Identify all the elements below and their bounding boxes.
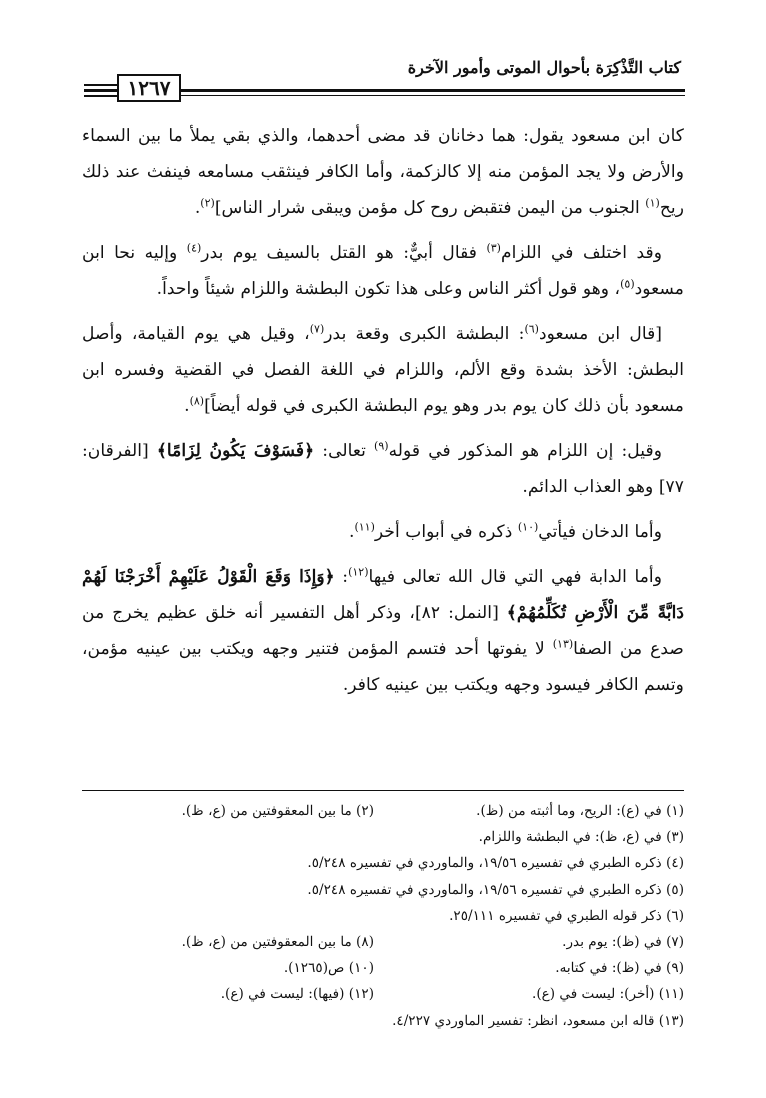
footnote-ref: (١) [645,196,660,210]
footnote-ref: (٣) [486,241,501,255]
text-run: ، وهو قول أكثر الناس وعلى هذا تكون البطشة واللزام شيئاً واحداً. [156,279,621,299]
footnote-row [82,850,684,876]
footnote: (٦) ذكر قوله الطبري في تفسيره ٢٥/١١١. [449,907,684,924]
text-run: وقيل: إن اللزام هو المذكور في قوله [388,441,662,461]
footnote: (٧) في (ظ): يوم بدر. [562,934,684,951]
footnote-ref: (١٣) [552,637,574,651]
text-run: وإليه نحا ابن مسعود [82,243,684,299]
text-run: كان ابن مسعود يقول: هما دخانان قد مضى أحدهما، والذي بقي يملأ ما بين السماء والأرض ولا يجد المؤمن منه إلا كالزكمة، وأما الكافر فينثقب مسامعه فينفث عند ذلك ريح [82,126,684,218]
paragraph [82,235,684,307]
paragraph [82,514,684,550]
text-run: ذكره في أبواب أخر [374,522,518,542]
footnote-row [82,798,684,824]
text-run: وقد اختلف في اللزام [500,243,662,263]
text-run: . [348,522,355,542]
footnote-row [82,981,684,1007]
footnote-separator [82,790,684,791]
footnote-row [82,955,684,981]
footnote: (٨) ما بين المعقوفتين من (ع، ظ). [181,934,374,951]
text-run: . [194,198,201,218]
header-rule [178,89,685,92]
paragraph [82,559,684,703]
text-run: وأما الدخان فيأتي [538,522,662,542]
footnote-ref: (٢) [200,196,215,210]
footnote: (٩) في (ظ): في كتابه. [555,960,684,977]
quran-verse: ﴿فَسَوْفَ يَكُونُ لِزَامًا﴾ [156,441,315,461]
footnote-ref: (٥) [620,277,635,291]
header-rule [84,84,117,86]
text-run: [الفرقان: ٧٧] وهو العذاب الدائم. [82,441,684,497]
footnotes [82,798,684,1034]
footnote-row [82,1008,684,1034]
header-rule [84,89,117,92]
header-rule [178,95,685,96]
text-run: ، وقيل هي يوم القيامة، وأصل البطش: الأخذ بشدة وقع الألم، واللزام في اللغة الفصل في القضية وفسره ابن مسعود بأن ذلك كان يوم بدر وهو يوم البطشة الكبرى في قوله أيضاً] [82,324,684,416]
footnote-ref: (٧) [309,322,325,336]
footnote-ref: (٩) [374,439,389,453]
text-run: . [184,396,190,416]
footnote-row [82,903,684,929]
quran-verse: ﴿وَإِذَا وَقَعَ الْقَوْلُ عَلَيْهِمْ أَخْرَجْنَا لَهُمْ دَابَّةً مِّنَ الْأَرْضِ تُكَلِّمُهُمْ﴾ [82,567,684,623]
footnote-ref: (١١) [354,520,375,534]
text-run: الجنوب من اليمن فتقبض روح كل مؤمن ويبقى شرار الناس] [214,198,646,218]
text-run: : [334,567,349,587]
footnote-ref: (٦) [524,322,539,336]
footnote: (٥) ذكره الطبري في تفسيره ١٩/٥٦، والماوردي في تفسيره ٥/٢٤٨. [307,881,684,898]
paragraph [82,433,684,505]
footnote: (١) في (ع): الريح، وما أثبته من (ظ). [476,803,684,819]
book-title: كتاب التَّذْكِرَة بأحوال الموتى وأمور الآخرة [407,58,681,77]
footnote: (٤) ذكره الطبري في تفسيره ١٩/٥٦، والماوردي في تفسيره ٥/٢٤٨. [307,855,684,872]
footnote: (١١) (أخر): ليست في (ع). [532,986,684,1003]
text-run: تعالى: [314,441,375,461]
footnote-ref: (١٠) [517,520,539,534]
footnote-row [82,877,684,903]
page-number: ١٢٦٧ [117,74,181,102]
footnote: (١٢) (فيها): ليست في (ع). [220,986,374,1003]
footnote-ref: (٨) [189,394,205,408]
paragraph [82,118,684,226]
text-run: [قال ابن مسعود [538,324,662,344]
paragraph [82,316,684,424]
text-run: وأما الدابة فهي التي قال الله تعالى فيها [368,567,662,587]
footnote-row [82,824,684,850]
footnote: (٣) في (ع، ظ): في البطشة واللزام. [478,829,684,846]
footnote: (٢) ما بين المعقوفتين من (ع، ظ). [181,803,374,819]
footnote: (١٣) قاله ابن مسعود، انظر: تفسير الماوردي ٤/٢٢٧. [392,1012,684,1029]
text-run: [النمل: ٨٢]، وذكر أهل التفسير أنه خلق عظيم يخرج من صدع من الصفا [82,603,684,659]
footnote-ref: (١٢) [348,565,369,579]
main-text [82,118,684,712]
footnote-ref: (٤) [186,241,202,255]
text-run: فقال أبيٌّ: هو القتل بالسيف يوم بدر [201,243,487,263]
footnote: (١٠) ص(١٢٦٥). [283,960,374,977]
footnote-row [82,929,684,955]
text-run: : البطشة الكبرى وقعة بدر [324,324,525,344]
text-run: لا يفوتها أحد فتسم المؤمن فتنير وجهه ويكتب بين عينيه مؤمن، وتسم الكافر فيسود وجهه ويكتب بين عينيه كافر. [82,639,684,695]
header-rule [84,95,117,97]
